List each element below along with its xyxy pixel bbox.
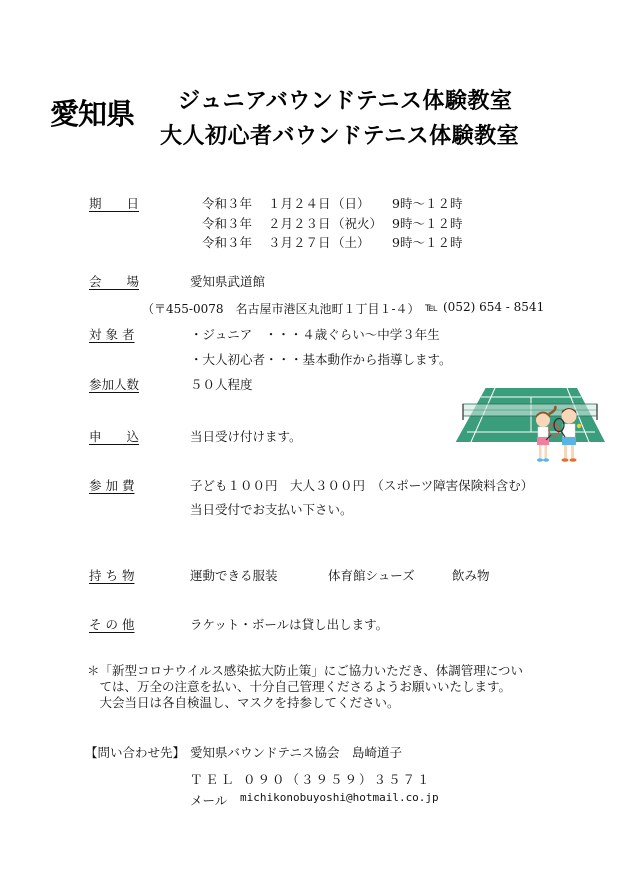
schedule-date: １月２４日 [268, 196, 331, 211]
tennis-illustration [455, 380, 605, 475]
fee-label: 参 加 費 [89, 478, 135, 493]
venue-tel-label: ℡ [425, 300, 438, 314]
contact-mail-label: メール [190, 793, 228, 808]
belongings-item: 運動できる服装 [190, 568, 278, 583]
application-value: 当日受け付けます。 [190, 429, 302, 444]
title-junior: ジュニアバウンドテニス体験教室 [178, 89, 513, 114]
title-adult: 大人初心者バウンドテニス体験教室 [160, 124, 520, 149]
schedule-time: 9時～１２時 [392, 235, 463, 250]
venue-address: （〒455-0078 名古屋市港区丸池町１丁目１-４） [142, 302, 420, 316]
venue-tel: (052) 654 - 8541 [443, 300, 545, 314]
schedule-date: ３月２７日 [268, 235, 331, 250]
schedule-day: （土） [332, 235, 370, 250]
target-adult: ・大人初心者・・・基本動作から指導します。 [190, 352, 452, 367]
capacity-label: 参加人数 [89, 377, 140, 392]
belongings-item: 飲み物 [452, 568, 490, 583]
contact-tel: ０９０（３９５９）３５７１ [243, 772, 432, 787]
venue-name: 愛知県武道館 [190, 274, 266, 289]
schedule-day: （日） [332, 196, 370, 211]
prefecture-title: 愛知県 [50, 97, 135, 131]
other-value: ラケット・ボールは貸し出します。 [190, 617, 389, 632]
target-junior: ・ジュニア ・・・４歳ぐらい～中学３年生 [190, 327, 440, 342]
fee-payment: 当日受付でお支払い下さい。 [190, 502, 353, 517]
contact-tel-label: ＴＥＬ [190, 772, 237, 787]
other-label: そ の 他 [89, 617, 135, 632]
schedule-date: ２月２３日 [268, 216, 331, 231]
schedule-day: （祝火） [332, 216, 383, 231]
belongings-label: 持 ち 物 [89, 568, 135, 583]
covid-notice-line: 大会当日は各自検温し、マスクを持参してください。 [87, 695, 400, 710]
schedule-time: 9時～１２時 [392, 196, 463, 211]
tennis-court-icon [455, 380, 605, 475]
belongings-item: 体育館シューズ [328, 568, 415, 583]
contact-label: 【問い合わせ先】 [85, 745, 186, 760]
application-label: 申 込 [89, 429, 140, 444]
schedule-time: 9時～１２時 [392, 216, 463, 231]
covid-notice-line: ＊「新型コロナウイルス感染拡大防止策」にご協力いただき、体調管理につい [87, 663, 524, 678]
schedule-era: 令和３年 [202, 216, 253, 231]
schedule-era: 令和３年 [202, 196, 253, 211]
contact-email[interactable]: michikonobuyoshi@hotmail.co.jp [240, 791, 439, 804]
schedule-label: 期 日 [89, 196, 140, 211]
contact-org: 愛知県バウンドテニス協会 島崎道子 [190, 745, 403, 760]
schedule-era: 令和３年 [202, 235, 253, 250]
fee-amounts: 子ども１００円 大人３００円 （スポーツ障害保険料含む） [190, 478, 534, 493]
target-label: 対 象 者 [89, 327, 135, 342]
capacity-value: ５０人程度 [190, 377, 253, 392]
covid-notice-line: ては、万全の注意を払い、十分自己管理くださるようお願いいたします。 [87, 679, 512, 694]
venue-label: 会 場 [89, 274, 140, 289]
